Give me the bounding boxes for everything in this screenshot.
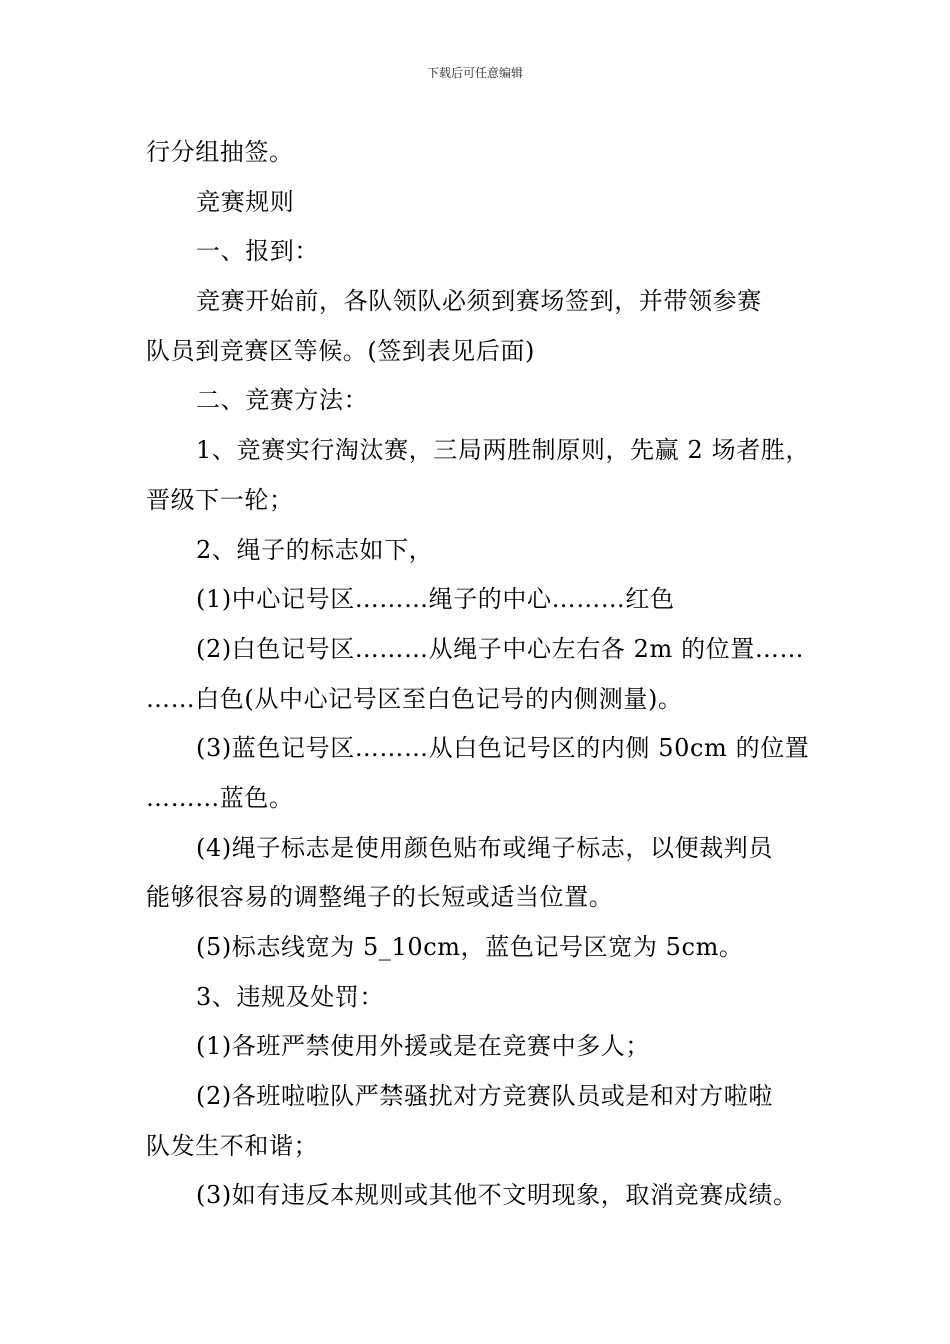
text-line: 2、绳子的标志如下， [196,535,434,564]
text-line: 竞赛开始前，各队领队必须到赛场签到，并带领参赛 [196,287,762,316]
text-line: (4)绳子标志是使用颜色贴布或绳子标志，以便裁判员 [196,833,773,862]
text-line: 队发生不和谐； [146,1131,319,1160]
document-body [146,128,818,1221]
text-line: 队员到竞赛区等候。(签到表见后面) [146,336,535,365]
text-line: (2)各班啦啦队严禁骚扰对方竞赛队员或是和对方啦啦 [196,1082,773,1111]
text-line: 二、竞赛方法： [196,386,369,415]
text-line: (1)中心记号区………绳子的中心………红色 [196,585,675,614]
page-header: 下载后可任意编辑 [426,66,523,80]
text-line: 3、违规及处罚： [196,982,385,1011]
text-line: ……白色(从中心记号区至白色记号的内侧测量)。 [146,684,683,713]
text-line: (3)蓝色记号区………从白色记号区的内侧 50cm 的位置 [196,734,810,763]
text-line: 行分组抽签。 [146,138,294,166]
text-line: ………蓝色。 [146,783,294,812]
text-line: (2)白色记号区………从绳子中心左右各 2m 的位置…… [196,634,805,663]
text-line: 竞赛规则 [196,187,295,216]
text-line: 1、竞赛实行淘汰赛，三局两胜制原则，先赢 2 场者胜， [196,436,810,465]
text-line: (1)各班严禁使用外援或是在竞赛中多人； [196,1032,650,1061]
text-line: (3)如有违反本规则或其他不文明现象，取消竞赛成绩。 [196,1181,798,1210]
text-line: (5)标志线宽为 5_10cm，蓝色记号区宽为 5cm。 [196,933,744,961]
text-line: 一、报到： [196,237,319,266]
text-line: 晋级下一轮； [146,485,294,514]
text-line: 能够很容易的调整绳子的长短或适当位置。 [146,883,614,912]
